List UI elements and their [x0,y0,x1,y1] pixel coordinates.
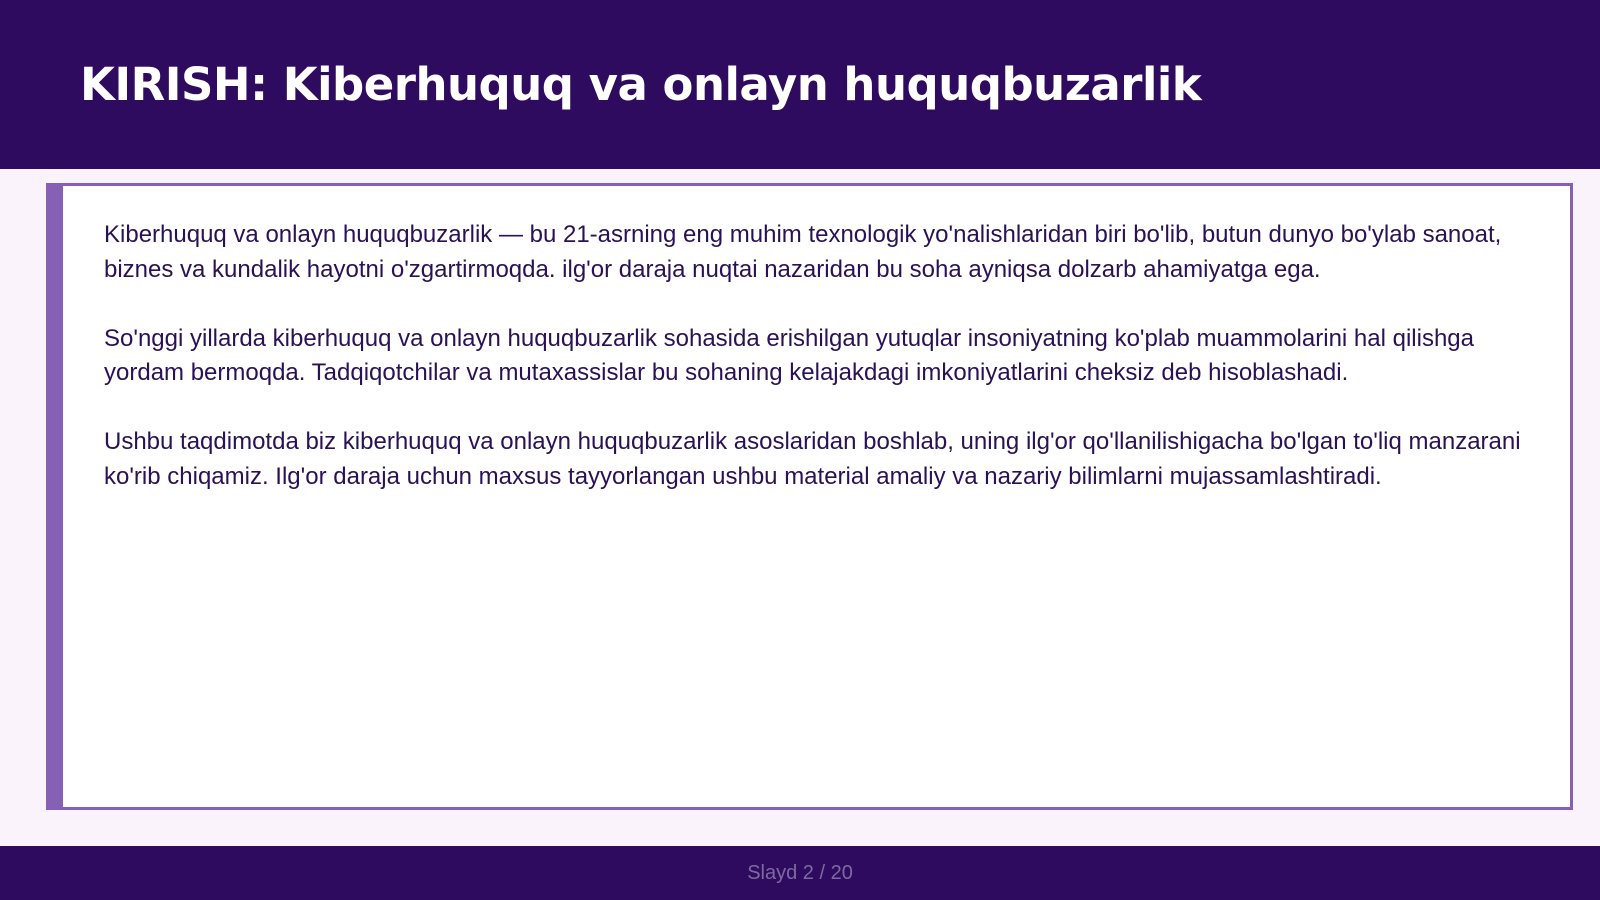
slide-title: KIRISH: Kiberhuquq va onlayn huquqbuzarlik [80,58,1202,111]
content-card [46,183,1573,810]
content-body [104,218,1534,529]
slide-counter: Slayd 2 / 20 [747,862,853,884]
paragraph-3: Ushbu taqdimotda biz kiberhuquq va onlayn huquqbuzarlik asoslaridan boshlab, uning ilg'or qo'llanilishigacha bo'lgan to'liq manzarani ko'rib chiqamiz. Ilg'or daraja uchun maxsus tayyorlangan ushbu material amaliy va nazariy bilimlarni mujassamlashtiradi. [104,428,1521,490]
paragraph-1: Kiberhuquq va onlayn huquqbuzarlik — bu 21-asrning eng muhim texnologik yo'nalishlaridan biri bo'lib, butun dunyo bo'ylab sanoat, biznes va kundalik hayotni o'zgartirmoqda. ilg'or daraja nuqtai nazaridan bu soha ayniqsa dolzarb ahamiyatga ega. [104,221,1502,283]
slide-footer [0,846,1600,900]
slide-header [0,0,1600,169]
paragraph-2: So'nggi yillarda kiberhuquq va onlayn huquqbuzarlik sohasida erishilgan yutuqlar insoniyatning ko'plab muammolarini hal qilishga yordam bermoqda. Tadqiqotchilar va mutaxassislar bu sohaning kelajakdagi imkoniyatlarini cheksiz deb hisoblashadi. [104,324,1474,386]
